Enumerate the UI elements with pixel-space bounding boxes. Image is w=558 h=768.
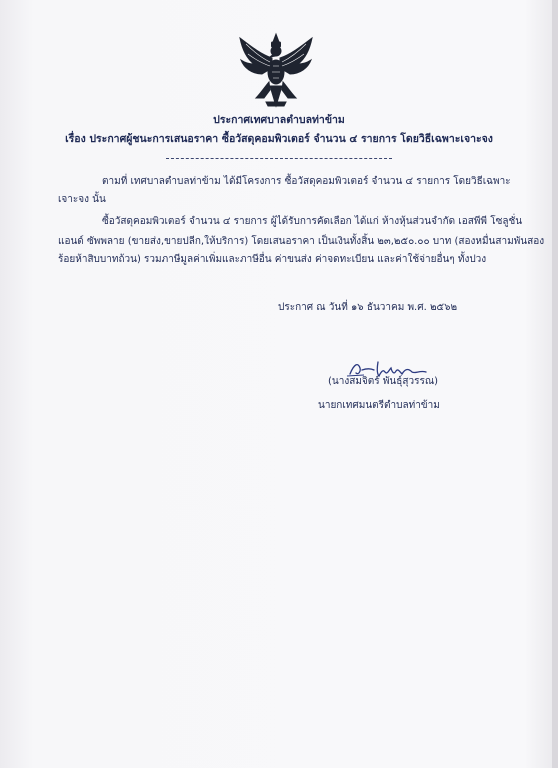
- subject-heading: เรื่อง ประกาศผู้ชนะการเสนอราคา ซื้อวัสดุคอมพิวเตอร์ จำนวน ๔ รายการ โดยวิธีเฉพาะเจาะจง: [65, 133, 493, 145]
- signer-name: (นางสมจิตร์ พันธุ์สุวรรณ): [328, 376, 439, 387]
- paragraph-2-line-1: ซื้อวัสดุคอมพิวเตอร์ จำนวน ๔ รายการ ผู้ได้รับการคัดเลือก ได้แก่ ห้างหุ้นส่วนจำกัด เอสพีพี โซลูชั่น: [102, 216, 523, 227]
- signer-position: นายกเทศมนตรีตำบลท่าข้าม: [318, 400, 440, 411]
- announcement-date: ประกาศ ณ วันที่ ๑๖ ธันวาคม พ.ศ. ๒๕๖๒: [278, 302, 458, 313]
- paragraph-1-line-2: เจาะจง นั้น: [58, 194, 106, 205]
- divider-line: [166, 158, 392, 159]
- paragraph-1-line-1: ตามที่ เทศบาลตำบลท่าข้าม ได้มีโครงการ ซื้อวัสดุคอมพิวเตอร์ จำนวน ๔ รายการ โดยวิธีเฉพาะ: [102, 176, 511, 187]
- issuer-heading: ประกาศเทศบาลตำบลท่าข้าม: [213, 114, 345, 126]
- paragraph-2-line-2: แอนด์ ซัพพลาย (ขายส่ง,ขายปลีก,ให้บริการ) โดยเสนอราคา เป็นเงินทั้งสิ้น ๒๓,๒๕๐.๐๐ บาท (สองหมื่นสามพันสอง: [58, 236, 545, 247]
- paragraph-2-line-3: ร้อยห้าสิบบาทถ้วน) รวมภาษีมูลค่าเพิ่มและภาษีอื่น ค่าขนส่ง ค่าจดทะเบียน และค่าใช้จ่ายอื่นๆ ทั้งปวง: [58, 254, 487, 265]
- garuda-emblem-icon: [236, 32, 316, 112]
